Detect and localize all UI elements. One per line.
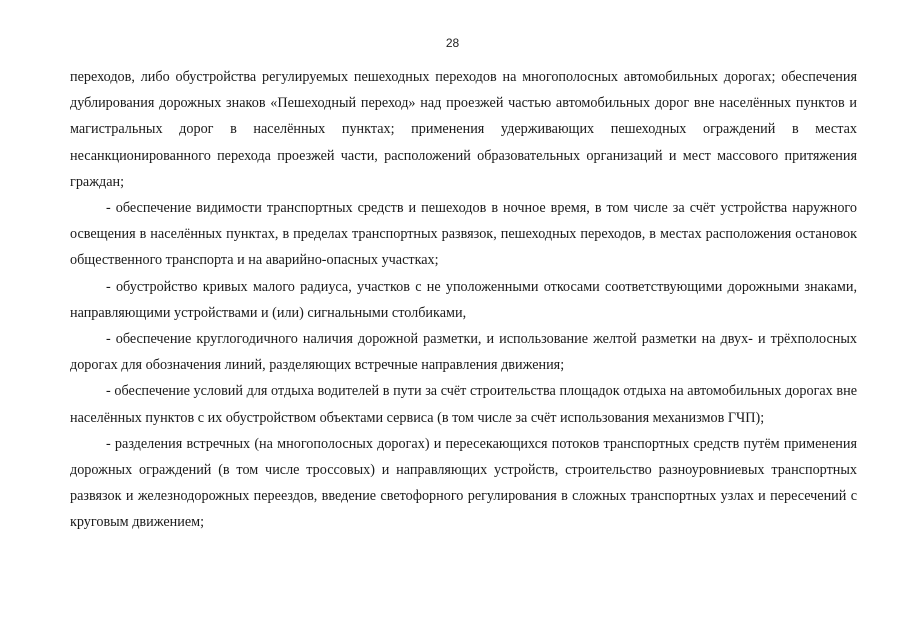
paragraph-curves: - обустройство кривых малого радиуса, участков с не уположенными откосами соответствующими дорожными знаками, направляющими устройствами и (или) сигнальными столбиками, [70, 278, 857, 321]
page-number: 28 [445, 36, 460, 50]
paragraph-traffic-separation: - разделения встречных (на многополосных дорогах) и пересекающихся потоков транспортных средств путём применения дорожных ограждений (в том числе троссовых) и направляющих устройств, строительство разноуровниевых транспортных развязок и железнодорожных переездов, введение светофорного регулирования в сложных транспортных узлах и пересечений с круговым движением; [70, 435, 857, 531]
paragraph-visibility: - обеспечение видимости транспортных средств и пешеходов в ночное время, в том числе за счёт устройства наружного освещения в населённых пунктах, в пределах транспортных развязок, пешеходных переходов, в местах расположения остановок общественного транспорта и на аварийно-опасных участках; [70, 200, 857, 269]
paragraph-road-marking: - обеспечение круглогодичного наличия дорожной разметки, и использование желтой разметки на двух- и трёхполосных дорогах для обозначения линий, разделяющих встречные направления движения; [70, 331, 857, 374]
paragraph-continuation: переходов, либо обустройства регулируемых пешеходных переходов на многополосных автомобильных дорогах; обеспечения дублирования дорожных знаков «Пешеходный переход» над проезжей частью автомобильных дорог вне населённых пунктов и магистральных дорог в населённых пунктах; применения удерживающих пешеходных ограждений в местах несанкционированного перехода проезжей части, расположений образовательных организаций и мест массового притяжения граждан; [70, 69, 857, 190]
paragraph-driver-rest: - обеспечение условий для отдыха водителей в пути за счёт строительства площадок отдыха на автомобильных дорогах вне населённых пунктов с их обустройством объектами сервиса (в том числе за счёт использования механизмов ГЧП); [70, 383, 857, 426]
document-body [70, 64, 857, 536]
